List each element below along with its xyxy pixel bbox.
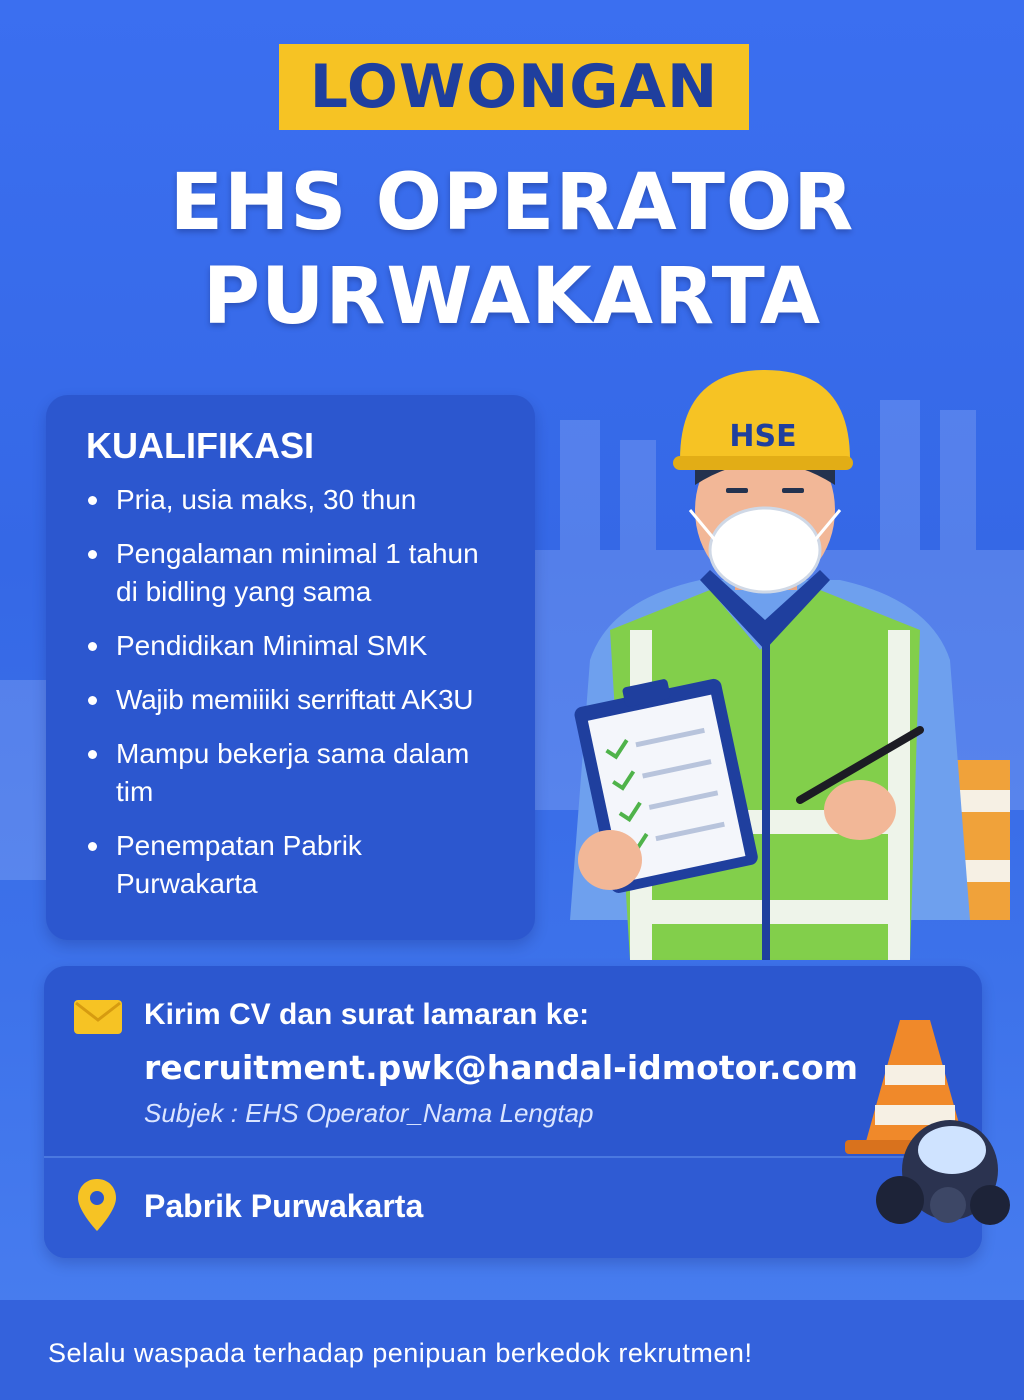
list-item: Wajib memiiiki serriftatt AK3U <box>86 681 505 719</box>
work-location: Pabrik Purwakarta <box>144 1188 424 1224</box>
mail-icon <box>74 1000 122 1034</box>
qualifications-list <box>86 481 505 903</box>
send-cv-label: Kirim CV dan surat lamaran ke: <box>144 998 590 1031</box>
helmet-hse-label: HSE <box>729 419 797 454</box>
list-item: Pengalaman minimal 1 tahun di bidling yang sama <box>86 535 505 611</box>
fraud-warning: Selalu waspada terhadap penipuan berkedok rekrutmen! <box>48 1338 753 1368</box>
bullet-icon <box>88 550 97 559</box>
bullet-icon <box>88 496 97 505</box>
safety-worker-illustration <box>530 360 1010 970</box>
bullet-icon <box>88 642 97 651</box>
job-title-line2: PURWAKARTA <box>202 252 822 342</box>
email-subject-hint: Subjek : EHS Operator_Nama Lengtap <box>144 1098 594 1128</box>
banner-label: LOWONGAN <box>309 52 719 122</box>
location-pin-icon <box>78 1179 116 1231</box>
recruitment-email[interactable]: recruitment.pwk@handal-idmotor.com <box>144 1048 859 1087</box>
footer <box>0 1300 1024 1400</box>
bullet-icon <box>88 750 97 759</box>
list-item: Pria, usia maks, 30 thun <box>86 481 505 519</box>
job-title-line1: EHS OPERATOR <box>169 158 855 248</box>
list-item: Mampu bekerja sama dalam tim <box>86 735 505 811</box>
bullet-icon <box>88 842 97 851</box>
list-item: Pendidikan Minimal SMK <box>86 627 505 665</box>
lowongan-banner <box>279 44 749 130</box>
list-item: Penempatan Pabrik Purwakarta <box>86 827 505 903</box>
qualifications-heading: KUALIFIKASI <box>86 425 314 466</box>
cone-and-respirator-illustration <box>840 1010 1010 1240</box>
bullet-icon <box>88 696 97 705</box>
qualifications-card <box>46 395 535 940</box>
